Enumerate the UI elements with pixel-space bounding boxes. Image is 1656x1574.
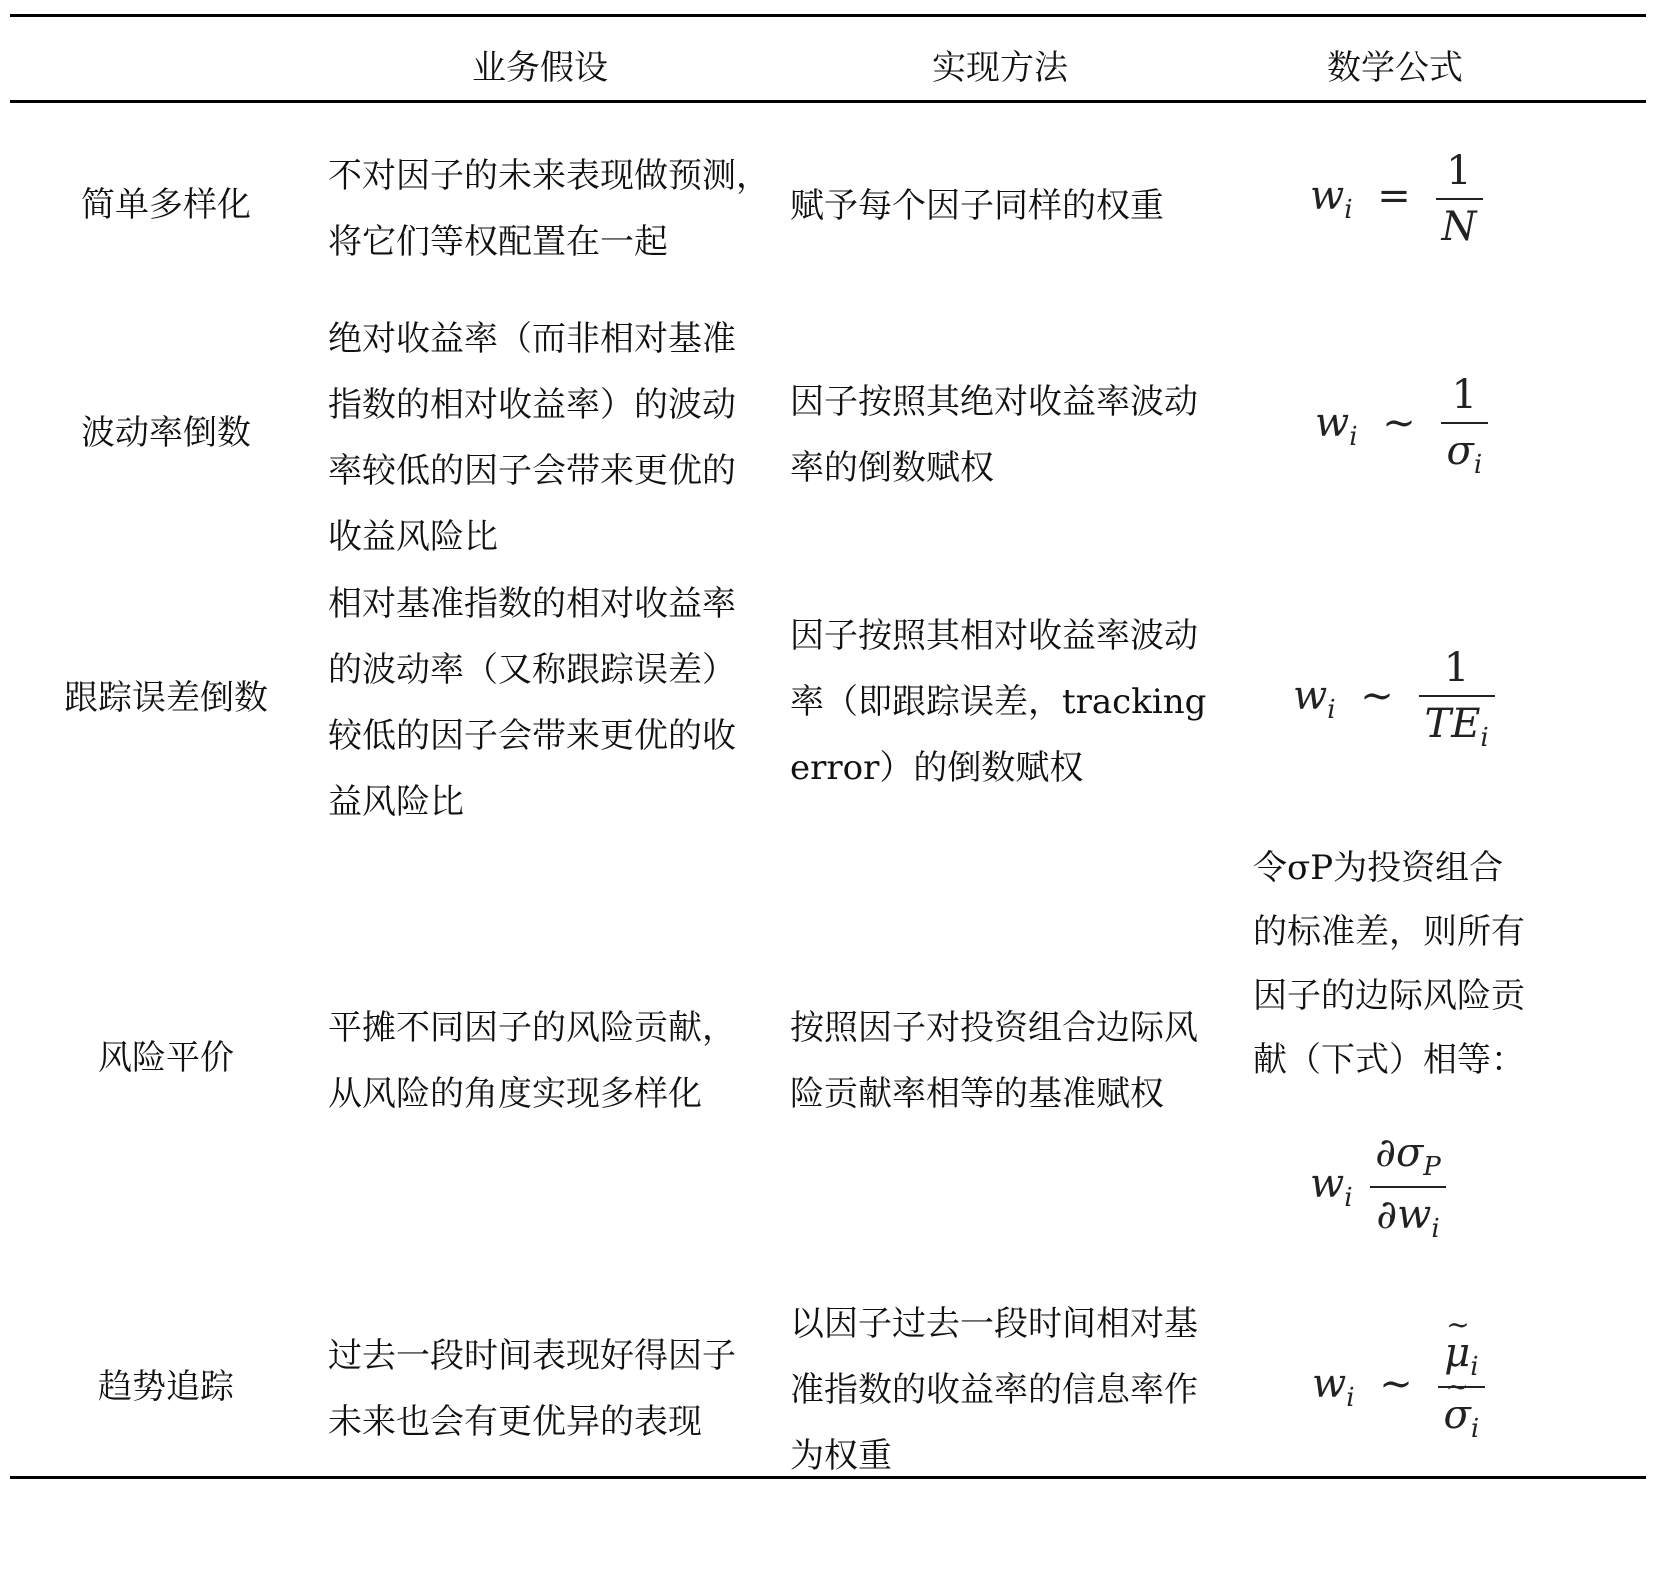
formula-equal-weight: $w_i$ = $\frac{1}{N}$ bbox=[1310, 148, 1483, 250]
top-rule bbox=[10, 14, 1646, 17]
row-assumption: 不对因子的未来表现做预测， 将它们等权配置在一起 bbox=[328, 156, 770, 262]
row-method: 按照因子对投资组合边际风 险贡献率相等的基准赋权 bbox=[790, 1008, 1198, 1114]
formula-risk-parity: $w_i$ $\frac{\partial\sigma_P}{\partial w_i}$ bbox=[1310, 1130, 1447, 1244]
formula-inverse-volatility: $w_i$ ∼ $\frac{1}{\sigma_i}$ bbox=[1315, 372, 1488, 480]
row-assumption: 相对基准指数的相对收益率 的波动率（又称跟踪误差） 较低的因子会带来更优的收 益风险比 bbox=[328, 584, 736, 822]
header-assumption: 业务假设 bbox=[472, 48, 608, 88]
header-method: 实现方法 bbox=[932, 48, 1068, 88]
header-rule bbox=[10, 100, 1646, 103]
row-assumption: 平摊不同因子的风险贡献， 从风险的角度实现多样化 bbox=[328, 1008, 736, 1114]
row-assumption: 绝对收益率（而非相对基准 指数的相对收益率）的波动 率较低的因子会带来更优的 收益风险比 bbox=[328, 319, 736, 557]
row-name: 趋势追踪 bbox=[98, 1367, 234, 1407]
formula-inverse-tracking-error: $w_i$ ∼ $\frac{1}{TE_i}$ bbox=[1293, 645, 1495, 753]
row-name: 风险平价 bbox=[98, 1038, 234, 1078]
row-name: 简单多样化 bbox=[81, 185, 251, 225]
formula-trend-following: $w_i$ ∼ ~ $\mu_i$ ~ $\sigma_i$ bbox=[1312, 1330, 1485, 1444]
formula-description: 令σP为投资组合 的标准差，则所有 因子的边际风险贡 献（下式）相等： bbox=[1253, 848, 1525, 1080]
row-name: 跟踪误差倒数 bbox=[64, 678, 268, 718]
row-method: 以因子过去一段时间相对基 准指数的收益率的信息率作 为权重 bbox=[790, 1304, 1198, 1476]
row-name: 波动率倒数 bbox=[81, 413, 251, 453]
row-assumption: 过去一段时间表现好得因子 未来也会有更优异的表现 bbox=[328, 1336, 736, 1442]
row-method: 因子按照其相对收益率波动 率（即跟踪误差，tracking error）的倒数赋权 bbox=[790, 616, 1207, 788]
row-method: 赋予每个因子同样的权重 bbox=[790, 186, 1164, 226]
header-formula: 数学公式 bbox=[1327, 48, 1463, 88]
row-method: 因子按照其绝对收益率波动 率的倒数赋权 bbox=[790, 382, 1198, 488]
